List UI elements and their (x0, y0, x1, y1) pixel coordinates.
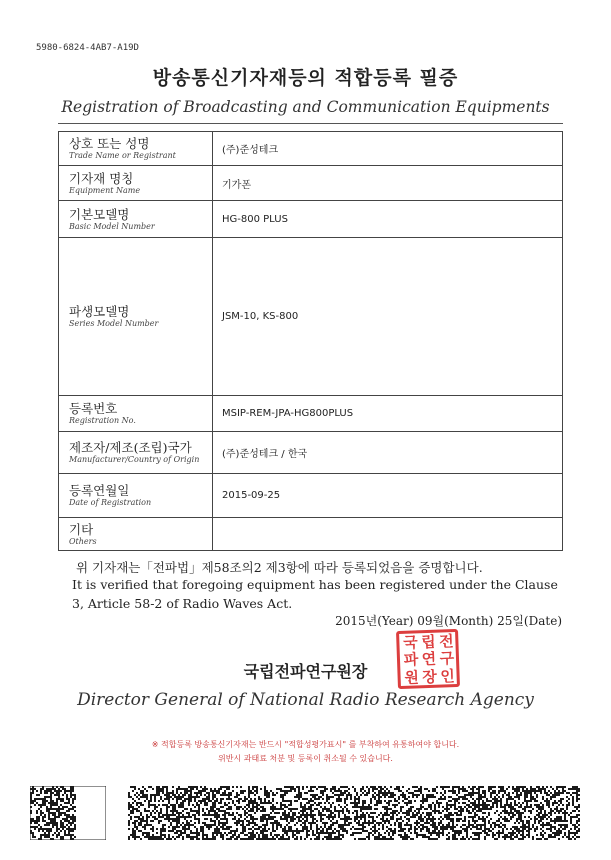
row-label (59, 166, 213, 200)
title-english: Registration of Broadcasting and Communication Equipments (61, 98, 550, 116)
row-label (59, 432, 213, 473)
row-label (59, 132, 213, 165)
label-korean: 기본모델명 (69, 206, 130, 222)
row-value: MSIP-REM-JPA-HG800PLUS (222, 408, 354, 419)
label-korean: 등록연월일 (69, 483, 130, 498)
row-trade-name (59, 132, 562, 166)
label-korean: 기타 (69, 521, 94, 537)
notice-line: ※ 적합등록 방송통신기자재는 반드시 "적합성평가표시" 를 부착하여 유통하여야 합니다. (151, 740, 460, 749)
title-korean: 방송통신기자재등의 적합등록 필증 (152, 67, 459, 89)
row-value: (주)준성테크 / 한국 (222, 449, 308, 460)
title-divider (58, 123, 563, 124)
label-english: Others (69, 536, 97, 546)
notice-line: 위반시 과태료 처분 및 등록이 취소될 수 있습니다. (218, 754, 393, 763)
label-korean: 제조자/제조(조립)국가 (69, 440, 192, 455)
label-korean: 등록번호 (69, 401, 118, 416)
row-manufacturer (59, 432, 562, 474)
label-english: Equipment Name (69, 185, 141, 195)
compliance-notice (0, 738, 611, 766)
issue-date: 2015년(Year) 09월(Month) 25일(Date) (335, 614, 562, 628)
row-value: JSM-10, KS-800 (222, 311, 299, 322)
row-label (59, 201, 213, 237)
barcode-right (128, 786, 580, 840)
row-label (59, 396, 213, 431)
row-value: 2015-09-25 (222, 490, 281, 501)
row-value: (주)준성테크 (222, 145, 279, 156)
seal-characters: 국 립 전 파 연 구 원 장 인 (402, 632, 456, 687)
official-seal-stamp (396, 629, 460, 689)
row-value: 기가폰 (222, 179, 251, 191)
registration-table (58, 131, 563, 551)
row-registration-no (59, 396, 562, 432)
label-english: Manufacturer/Country of Origin (69, 455, 200, 464)
label-english: Trade Name or Registrant (69, 151, 176, 160)
signatory-english: Director General of National Radio Research Agency (77, 690, 534, 710)
row-label (59, 518, 213, 550)
row-value (213, 518, 562, 550)
barcode-left (30, 786, 106, 840)
row-others (59, 518, 562, 550)
row-label (59, 474, 213, 517)
document-id: 5980-6824-4AB7-A19D (36, 43, 139, 53)
label-english: Basic Model Number (69, 221, 155, 231)
label-korean: 파생모델명 (69, 304, 130, 319)
row-label (59, 238, 213, 395)
label-english: Registration No. (69, 416, 136, 425)
certification-korean: 위 기자재는「전파법」제58조의2 제3항에 따라 등록되었음을 증명합니다. (76, 560, 483, 575)
label-english: Date of Registration (69, 498, 152, 507)
row-series-model (59, 238, 562, 396)
row-value: HG-800 PLUS (222, 213, 288, 225)
row-equipment-name (59, 166, 562, 201)
label-korean: 기자재 명칭 (69, 170, 134, 186)
certification-english: It is verified that foregoing equipment has been registered under the Clause 3, Article 58-2 of Radio Waves Act. (72, 577, 558, 611)
row-registration-date (59, 474, 562, 518)
signatory-korean: 국립전파연구원장 (243, 662, 368, 681)
row-basic-model (59, 201, 562, 238)
label-korean: 상호 또는 성명 (69, 136, 150, 151)
label-english: Series Model Number (69, 319, 159, 328)
